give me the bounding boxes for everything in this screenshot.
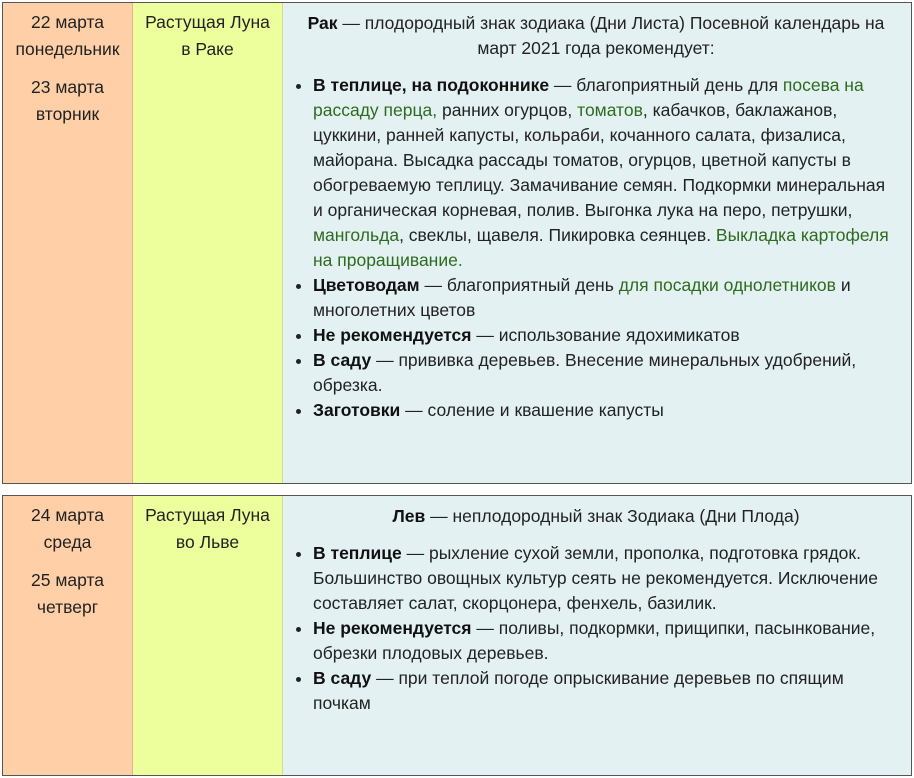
item-text: и многолетних цветов — [313, 275, 851, 320]
list-item — [313, 323, 899, 348]
item-text: — рыхление сухой земли, прополка, подготовка грядок. Большинство овощных культур сеять не рекомендуется. Исключение составляет салат, скорцонера, фенхель, базилик. — [313, 543, 878, 613]
list-item — [313, 348, 899, 398]
item-text: — благоприятный день для — [549, 75, 783, 95]
moon-phase-line: Растущая Луна — [145, 505, 270, 525]
article-link[interactable]: Выкладка картофеля на проращивание. — [313, 225, 889, 270]
zodiac-description: — плодородный знак зодиака (Дни Листа) Посевной календарь на март 2021 года рекомендует: — [337, 13, 885, 58]
article-link[interactable]: посева на рассаду перца, — [313, 75, 864, 120]
date-label: 23 марта — [31, 77, 104, 97]
calendar-block-rak — [2, 2, 912, 484]
recommendation-list — [293, 541, 899, 716]
zodiac-heading — [293, 11, 899, 61]
item-text: — использование ядохимикатов — [471, 325, 740, 345]
moon-sign-line: в Раке — [181, 39, 234, 59]
item-title: Заготовки — [313, 400, 401, 420]
item-text: ранних огурцов, — [437, 100, 578, 120]
item-text: — прививка деревьев. Внесение минеральных удобрений, обрезка. — [313, 350, 857, 395]
item-text: — при теплой погоде опрыскивание деревьев по спящим почкам — [313, 668, 844, 713]
list-item — [313, 398, 899, 423]
item-title: В саду — [313, 350, 372, 370]
calendar-block-lev — [2, 495, 912, 776]
weekday-label: четверг — [36, 597, 99, 617]
recommendations-column — [283, 496, 911, 775]
date-label: 25 марта — [31, 570, 104, 590]
zodiac-sign: Рак — [307, 13, 338, 33]
date-entry — [3, 502, 132, 556]
date-entry — [3, 9, 132, 63]
date-column — [3, 496, 133, 775]
date-column — [3, 3, 133, 483]
item-text: — поливы, подкормки, прищипки, пасынкование, обрезки плодовых деревьев. — [313, 618, 876, 663]
weekday-label: понедельник — [15, 39, 120, 59]
item-title: В теплице — [313, 543, 402, 563]
item-title: Не рекомендуется — [313, 325, 472, 345]
weekday-label: среда — [43, 532, 92, 552]
article-link[interactable]: для посадки однолетников — [618, 275, 836, 295]
item-text: , свеклы, щавеля. Пикировка сеянцев. — [399, 225, 716, 245]
date-entry — [3, 74, 132, 128]
item-text: — соление и квашение капусты — [400, 400, 664, 420]
item-text: , кабачков, баклажанов, цуккини, ранней капусты, кольраби, кочанного салата, физалиса, майорана. Высадка рассады томатов, огурцов, цветной капусты в обогреваемую теплицу. Замачивание семян. Подкормки минеральная и органическая корневая, полив. Выгонка лука на перо, петрушки, — [313, 100, 886, 220]
recommendation-list — [293, 73, 899, 423]
list-item — [313, 616, 899, 666]
list-item — [313, 541, 899, 616]
list-item — [313, 666, 899, 716]
moon-sign-line: во Льве — [175, 532, 240, 552]
zodiac-sign: Лев — [392, 506, 426, 526]
item-title: В саду — [313, 668, 372, 688]
item-title: В теплице, на подоконнике — [313, 75, 550, 95]
article-link[interactable]: мангольда — [313, 225, 400, 245]
item-text: — благоприятный день — [419, 275, 619, 295]
recommendations-column — [283, 3, 911, 483]
zodiac-description: — неплодородный знак Зодиака (Дни Плода) — [425, 506, 800, 526]
date-entry — [3, 567, 132, 621]
zodiac-heading — [293, 504, 899, 529]
date-label: 22 марта — [31, 12, 104, 32]
article-link[interactable]: томатов — [577, 100, 643, 120]
list-item — [313, 73, 899, 273]
item-title: Не рекомендуется — [313, 618, 472, 638]
date-label: 24 марта — [31, 505, 104, 525]
moon-phase-line: Растущая Луна — [145, 12, 270, 32]
moon-phase-column — [133, 496, 283, 775]
weekday-label: вторник — [35, 104, 100, 124]
list-item — [313, 273, 899, 323]
item-title: Цветоводам — [313, 275, 420, 295]
moon-phase-column — [133, 3, 283, 483]
